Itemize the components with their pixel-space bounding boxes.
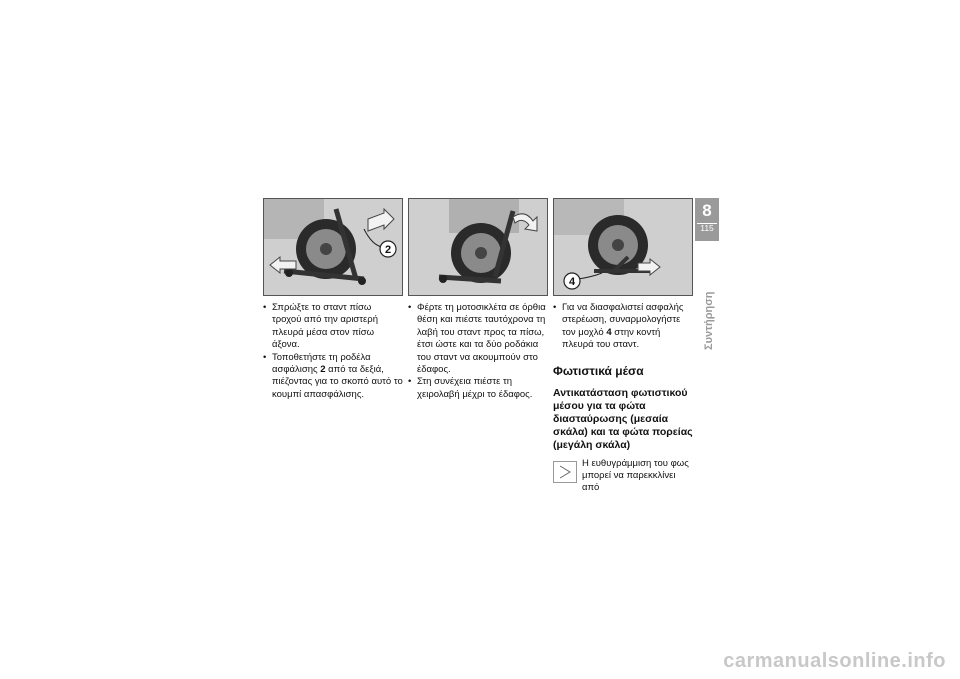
section-title: Φωτιστικά μέσα	[553, 363, 644, 378]
list-item	[263, 302, 403, 352]
chapter-side-label: Συντήρηση	[703, 291, 715, 350]
text-column-3	[553, 302, 693, 495]
chapter-tab	[695, 198, 719, 241]
part-reference: 4	[606, 326, 612, 338]
bullet-list-3	[553, 302, 693, 352]
warning-triangle-icon	[553, 461, 577, 483]
bullet-text: Σπρώξτε το σταντ πίσω τροχού από την αριστερή πλευρά μέσα στον πίσω άξονα.	[272, 302, 378, 351]
figure-rear-stand-insert	[263, 198, 403, 296]
illustration-stand-1	[264, 199, 402, 295]
bullet-text: από τα δεξιά, πιέζοντας για το σκοπό αυτό το κουμπί απασφάλισης.	[272, 364, 403, 400]
bullet-text: Φέρτε τη μοτοσικλέτα σε όρθια θέση και πιέστε ταυτόχρονα τη λαβή του σταντ προς τα πίσω, έτσι ώστε και τα δύο ροδάκια του σταντ να ακουμπούν στο έδαφος.	[417, 302, 546, 376]
part-reference: 2	[320, 364, 326, 376]
text-column-2	[408, 302, 548, 401]
illustration-stand-3	[554, 199, 692, 295]
figure-stand-lift	[408, 198, 548, 296]
page-number: 115	[700, 223, 714, 233]
bullet-list-2	[408, 302, 548, 401]
subsection-title: Αντικατάσταση φωτιστικού μέσου για τα φώτα διασταύρωσης (μεσαία σκάλα) και τα φώτα πορείας (μεγάλη σκάλα)	[553, 386, 693, 451]
chapter-number: 8	[702, 201, 712, 220]
figure-label-2: 2	[384, 244, 392, 256]
list-item	[553, 302, 693, 352]
chapter-divider	[697, 223, 717, 224]
note-block	[553, 458, 693, 495]
list-item	[408, 302, 548, 376]
illustration-stand-2	[409, 199, 547, 295]
list-item	[263, 352, 403, 402]
bullet-text: Για να διασφαλιστεί ασφαλής στερέωση, συναρμολογήστε τον μοχλό	[562, 302, 684, 338]
note-text: Η ευθυγράμμιση του φως μπορεί να παρεκκλίνει από	[582, 457, 689, 494]
bullet-text: στην κοντή πλευρά του σταντ.	[562, 326, 661, 351]
bullet-text: Τοποθετήστε τη ροδέλα ασφάλισης	[272, 351, 371, 376]
bullet-text: Στη συνέχεια πιέστε τη χειρολαβή μέχρι το έδαφος.	[417, 376, 533, 400]
watermark: carmanualsonline.info	[723, 650, 946, 672]
figure-label-4: 4	[568, 276, 576, 288]
bullet-list-1	[263, 302, 403, 401]
figure-lever-mount	[553, 198, 693, 296]
text-column-1	[263, 302, 403, 401]
list-item	[408, 376, 548, 401]
